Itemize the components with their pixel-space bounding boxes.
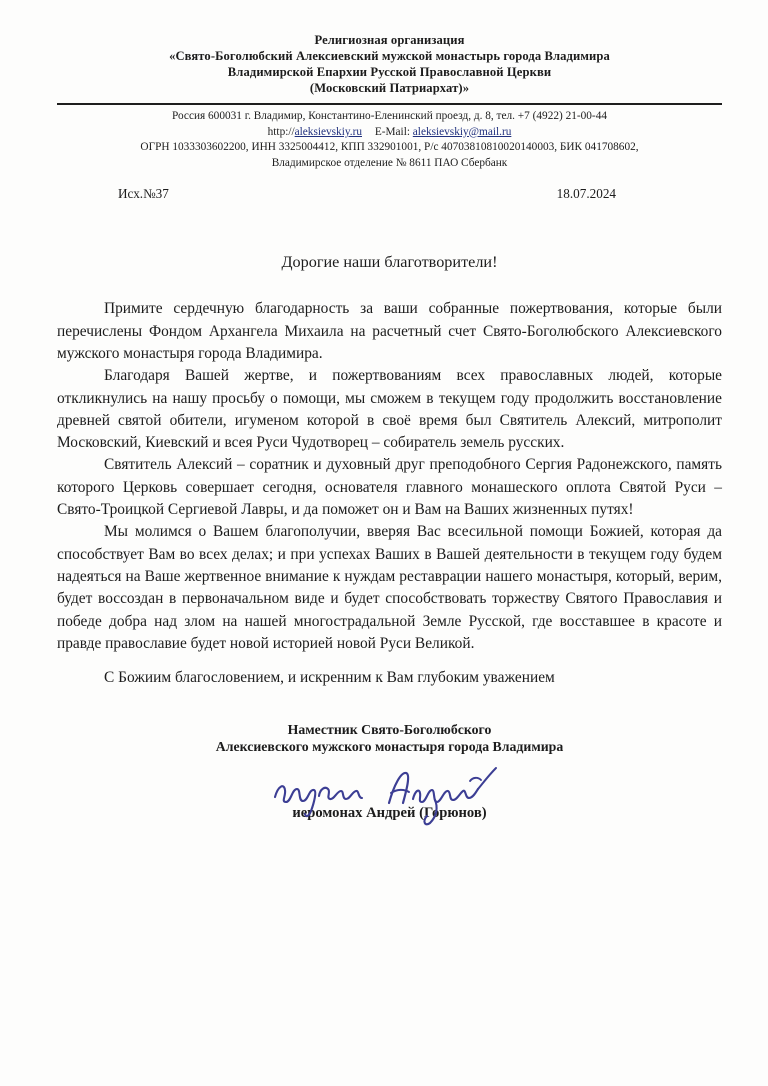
- signature-title-line-2: Алексиевского мужского монастыря города Владимира: [215, 739, 564, 755]
- closing-line: С Божиим благословением, и искренним к Вам глубоким уважением: [104, 669, 555, 687]
- signature-title-line-1: Наместник Свято-Боголюбского: [287, 722, 492, 738]
- salutation: Дорогие наши благотворители!: [281, 253, 498, 272]
- email-link[interactable]: aleksievskiy@mail.ru: [412, 125, 512, 138]
- org-name-line-2: Владимирской Епархии Русской Православной Церкви: [227, 65, 552, 79]
- website-link[interactable]: aleksievskiy.ru: [294, 125, 362, 138]
- meta-row: [57, 171, 722, 202]
- email-label: E-Mail:: [374, 125, 410, 138]
- org-name-line-1: «Свято-Боголюбский Алексиевский мужской монастырь города Владимира: [169, 49, 610, 63]
- handwritten-signature: [57, 759, 722, 821]
- address-line: Россия 600031 г. Владимир, Константино-Еленинский проезд, д. 8, тел. +7 (4922) 21-00-44: [172, 110, 607, 122]
- signature-ink-strokes: [265, 759, 515, 821]
- signature-title: [57, 721, 722, 755]
- letter-body: [57, 298, 722, 689]
- paragraph-2: Благодаря Вашей жертве, и пожертвованиям всех православных людей, которые откликнулись на нашу просьбу о помощи, мы сможем в текущем году продолжить восстановление древней святой обители, игуменом которой в своё время был Святитель Алексий, митрополит Московский, Киевский и всея Руси Чудотворец – собиратель земель русских.: [57, 367, 722, 452]
- contact-block: [57, 109, 722, 171]
- web-email-line: [57, 125, 722, 141]
- letterhead: [57, 32, 722, 96]
- org-name-line-3: (Московский Патриархат)»: [309, 81, 470, 95]
- paragraph-3: Святитель Алексий – соратник и духовный друг преподобного Сергия Радонежского, память которого Церковь совершает сегодня, основателя главного монашеского оплота Святой Руси – Свято-Троицкой Сергиевой Лавры, и да поможет он и Вам на Ваших жизненных путях!: [57, 456, 722, 519]
- outgoing-number: Исх.№37: [118, 186, 169, 202]
- org-type: Религиозная организация: [314, 33, 465, 47]
- paragraph-1: Примите сердечную благодарность за ваши собранные пожертвования, которые были перечислены Фондом Архангела Михаила на расчетный счет Свято-Боголюбского Алексиевского мужского монастыря города Владимира.: [57, 300, 722, 362]
- website-prefix: http://: [267, 125, 295, 138]
- letter-date: 18.07.2024: [556, 186, 616, 202]
- letterhead-divider: [57, 103, 722, 105]
- requisites-line: ОГРН 1033303602200, ИНН 3325004412, КПП 332901001, Р/с 40703810810020140003, БИК 041708602,: [140, 141, 639, 154]
- signatory-name: иеромонах Андрей (Горюнов): [292, 805, 487, 822]
- paragraph-4: Мы молимся о Вашем благополучии, вверяя Вас всесильной помощи Божией, которая да способствует Вам во всех делах; и при успехах Ваших в Вашей деятельности в текущем году будем надеяться на Ваше жертвенное внимание к нуждам реставрации нашего монастыря, который, верим, будет воссоздан в первоначальном виде и будет способствовать торжеству Святого Православия и победе добра над злом на нашей многострадальной Земле Русской, где восставшее в красоте и правде православие будет новой историей новой Руси Великой.: [57, 523, 722, 652]
- bank-line: Владимирское отделение № 8611 ПАО Сбербанк: [271, 156, 508, 169]
